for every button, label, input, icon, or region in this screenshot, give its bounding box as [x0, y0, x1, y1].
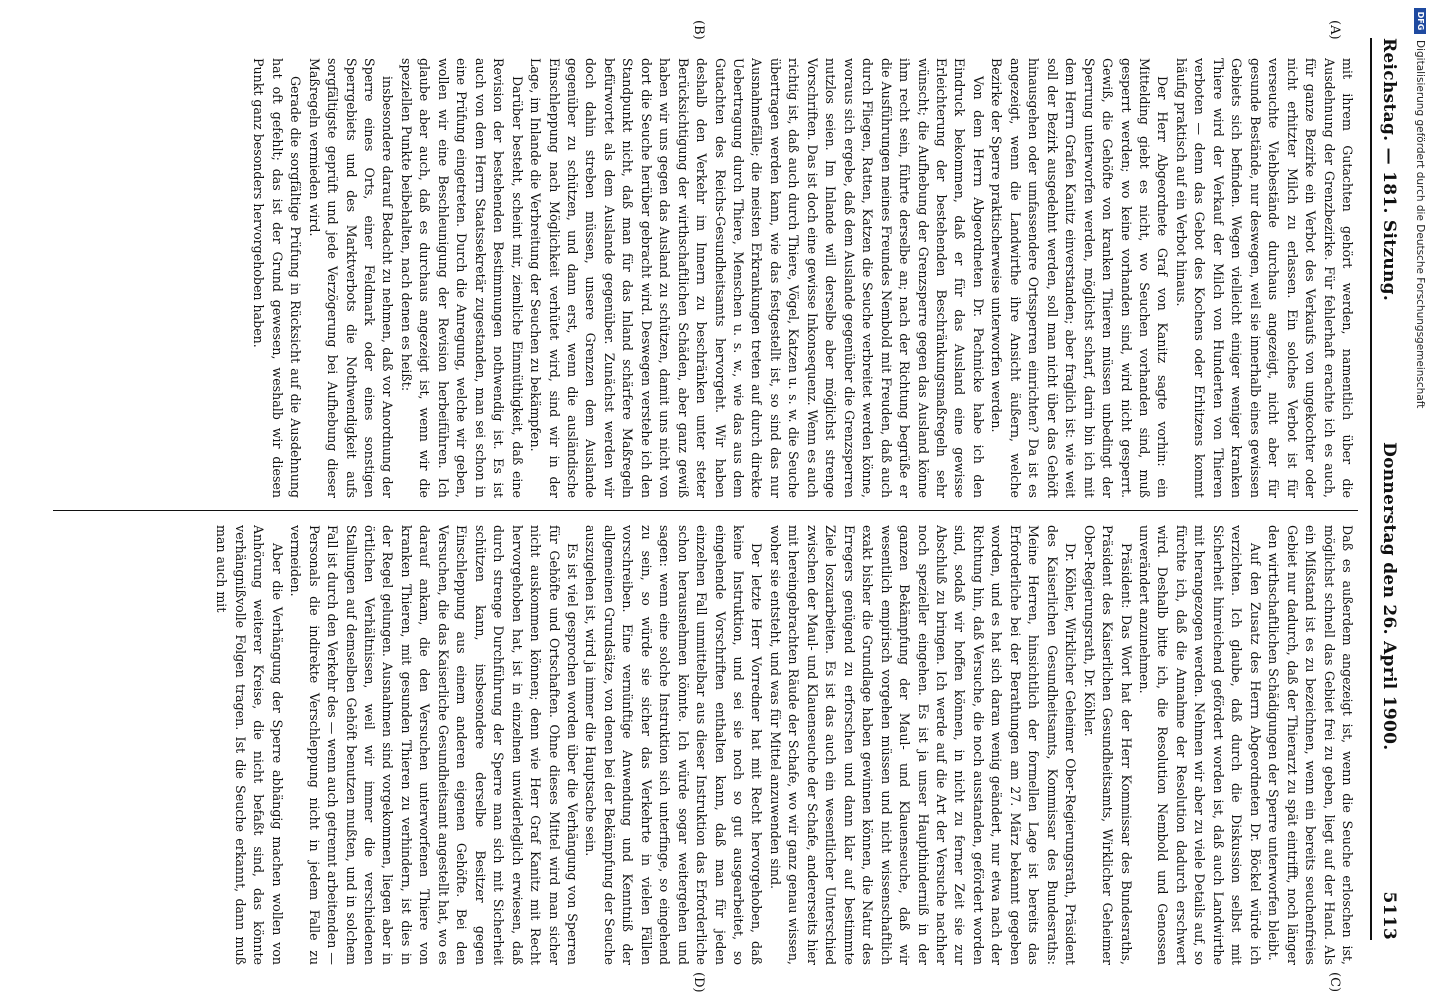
margin-marker-a: (A)	[1327, 20, 1342, 40]
paragraph: Auf den Zusatz des Herrn Abgeordneten Dr. Böckel würde ich verzichten. Ich glaube, daß durch die Diskussion selbst mit Sicherheit hinreichend gefördert worden ist, daß auch Landwirthe mit herangezogen werden. Nehmen wir aber zu viele Details auf, so fürchte ich, daß die Annahme der Resolution dadurch erschwert wird. Deshalb bitte ich, die Resolution Nembold und Genossen unverändert anzunehmen.	[1137, 525, 1263, 965]
paragraph: mit ihrem Gutachten gehört werden, namentlich über die Ausdehnung der Grenzbezirke. Für fehlerhaft erachte ich es auch, für ganze Bezirke ein Verbot des Verkaufs von ungekochter oder nicht erhitzter Milch zu erlassen. Ein solches Verbot ist für verseuchte Viehbestände durchaus angezeigt, nicht aber für gesunde Bestände, nur deswegen, weil sie innerhalb eines gewissen Gebiets sich befinden. Wegen vielleicht einiger weniger kranken Thiere wird der Verkauf der Milch von Hunderten von Thieren verboten — denn das Gebot des Kochens oder Erhitzens kommt häufig praktisch auf ein Verbot hinaus.	[1173, 58, 1355, 498]
margin-marker-c: (C)	[1327, 972, 1342, 993]
margin-marker-d: (D)	[691, 972, 706, 993]
digitization-note: Digitalisierung gefördert durch die Deutsche Forschungsgemeinschaft	[1414, 40, 1426, 409]
running-header	[1374, 38, 1404, 940]
quoted-paragraph: insbesondere darauf Bedacht zu nehmen, daß vor Anordnung der Sperre eines Orts, einer Feldmark oder eines sonstigen Sperrgebiets und des Marktverbots die Nothwendigkeit aufs sorgfältigste geprüft und jede Verzögerung bei Aufhebung dieser Maßregeln vermieden wird.	[306, 58, 396, 498]
paragraph: Von dem Herrn Abgeordneten Dr. Pachnicke habe ich den Eindruck bekommen, daß er für das Ausland eine gewisse Erleichterung der bestehenden Beschränkungsmaßregeln sehr wünscht; die Aufhebung der Grenzsperre gegen das Ausland könne ihm recht sein, führte derselbe an; nach der Richtung begrüße er die Ausführungen meines Freundes Nembold mit Freuden, daß auch durch Fliegen, Ratten, Katzen die Seuche verbreitet werden könne, woraus sich ergebe, daß dem Auslande gegenüber die Grenzsperren nutzlos seien. Im Inlande will derselbe aber möglichst strenge Vorschriften. Das ist doch eine gewisse Inkonsequenz. Wenn es auch richtig ist, daß auch durch Thiere, Vögel, Katzen u. s. w. die Seuche übertragen werden kann, wie das festgestellt ist, so sind das nur Ausnahmefälle; die meisten Erkrankungen treten auf durch direkte Uebertragung durch Thiere, Menschen u. s. w., wie das aus dem Gutachten des Reichs-Gesundheitsamts hervorgeht. Wir haben deshalb den Verkehr im Innern zu beschränken unter steter Berücksichtigung der wirthschaftlichen Schäden, aber ganz gewiß haben wir uns gegen das Ausland zu schützen, damit uns nicht von dort die Seuche herüber gebracht wird. Deswegen verstehe ich den Standpunkt nicht, daß man für das Inland schärfere Maßregeln befürwortet als dem Auslande gegenüber. Zunächst werden wir doch dahin streben müssen, unsere Grenzen dem Auslande gegenüber zu schützen, und dann erst, wenn die ausländische Einschleppung nach Möglichkeit verhütet wird, sind wir in der Lage, im Inlande die Verbreitung der Seuchen zu bekämpfen.	[528, 58, 986, 498]
paragraph: Daß es außerdem angezeigt ist, wenn die Seuche erloschen ist, möglichst schnell das Gebiet frei zu geben, liegt auf der Hand. Als ein Mißstand ist es zu bezeichnen, wenn ein bereits seuchenfreies Gebiet nur dadurch, daß der Thierarzt zu spät eintrifft, noch länger den wirthschaftlichen Schädigungen der Sperre unterworfen bleibt.	[1266, 525, 1355, 965]
right-column	[56, 525, 1356, 965]
dfg-logo: DFG	[1414, 8, 1426, 34]
paragraph: Es ist viel gesprochen worden über die Verhängung von Sperren für Gehöfte und Ortschaften. Ohne dieses Mittel wird man sicher nicht auskommen können; denn wie Herr Graf Kanitz mit Recht hervorgehoben hat, ist in einzelnen unwiderleglich erwiesen, daß durch strenge Durchführung der Sperre man sich mit Sicherheit schützen kann, insbesondere derselbe Besitzer gegen Einschleppung aus einem anderen eigenen Gehöfte. Bei den Versuchen, die das Kaiserliche Gesundheitsamt angestellt hat, wo es darauf ankam, die den Versuchen unterworfenen Thiere von kranken Thieren, mit gesunden Thieren zu verhindern, ist dies in der Regel gelungen. Ausnahmen sind vorgekommen, liegen aber in örtlichen Verhältnissen, weil wir immer die verschiedenen Stallungen auf demselben Gehöft benutzen mußten, und in solchem Fall ist durch den Verkehr des — wenn auch getrennt arbeitenden — Personals die indirekte Verschleppung nicht in jedem Falle zu vermeiden.	[288, 525, 580, 965]
page-number: 5113	[1379, 891, 1399, 940]
column-divider	[53, 510, 1358, 511]
speaker-paragraph: Dr. Köhler, Wirklicher Geheimer Ober-Regierungsrath, Präsident des Kaiserlichen Gesundheitsamts, Kommissar des Bundesraths: Meine Herren, hinsichtlich der formellen Lage ist bereits das Erforderliche bei der Berathungen am 27. März bekannt gegeben worden, und es hat sich daran wenig geändert, nur etwa nach der Richtung hin, daß Versuche, die noch ausstanden, gefördert worden sind, sodaß wir hoffen können, in nicht zu ferner Zeit sie zur Abschluß zu bringen. Ich werde auf die Art der Versuche nachher noch spezieller eingehen. Es ist ja unser Haupthinderniß in der ganzen Bekämpfung der Maul- und Klauenseuche, daß wir wesentlich empirisch vorgehen müssen und nicht wissenschaftlich exakt bisher die Grundlage haben gewinnen können, die Natur des Erregers genügend zu erforschen und dann klar auf bestimmte Ziele loszuarbeiten. Es ist das auch ein wesentlicher Unterschied zwischen der Maul- und Klauenseuche der Schafe, andererseits hier mit hereingebrachten Räude der Schafe, wo wir ganz genau wissen, woher sie entsteht, und was für Mittel anzuwenden sind.	[767, 525, 1079, 965]
left-column	[56, 58, 1356, 498]
paragraph: Aber die Verhängung der Sperre abhängig machen wollen von Anhörung weiterer Kreise, die nicht befaßt sind, das könnte verhängnißvolle Folgen tragen. Ist die Seuche erkannt, dann muß man auch mit	[214, 525, 285, 965]
paragraph: Gerade die sorgfältige Prüfung in Rücksicht auf die Ausdehnung hat oft gefehlt; das ist der Grund gewesen, weshalb wir diesen Punkt ganz besonders hervorgehoben haben.	[251, 58, 304, 498]
header-date: Donnerstag den 26. April 1900.	[1379, 442, 1399, 751]
paragraph: Darüber besteht, scheint mir, ziemliche Einmüthigkeit, daß eine Revision der bestehenden Bestimmungen nothwendig ist. Es ist auch von dem Herrn Staatssekretär zugestanden, man sei schon in eine Prüfung eingetreten. Durch die Anregung, welche wir geben, wollen wir eine Beschleunigung der Revision herbeiführen. Ich glaube aber auch, daß es durchaus angezeigt ist, wenn wir die speziellen Punkte beibehalten, nach denen es heißt:	[398, 58, 525, 498]
speaker-paragraph: Präsident: Das Wort hat der Herr Kommissar des Bundesraths, Präsident des Kaiserlichen Gesundheitsamts, Wirklicher Geheimer Ober-Regierungsrath, Dr. Köhler.	[1081, 525, 1134, 965]
paragraph: Der letzte Herr Vorredner hat mit Recht hervorgehoben, daß keine Instruktion, und sei sie noch so gut ausgearbeitet, so eingehende Vorschriften enthalten kann, daß man für jeden einzelnen Fall unmittelbar aus dieser Instruktion das Erforderliche schon herausnehmen könnte. Ich würde sogar weitergehen und sagen: wenn eine solche Instruktion sich unterfinge, so eingehend zu sein, so würde sie sicher das Verkehrte in vielen Fällen vorschreiben. Eine vernünftige Anwendung und Kenntniß der allgemeinen Grundsätze, von denen bei der Bekämpfung der Seuche auszugehen ist, wird ja immer die Hauptsache sein.	[583, 525, 765, 965]
header-left: Reichstag. — 181. Sitzung.	[1379, 38, 1399, 302]
paragraph: Der Herr Abgeordnete Graf von Kanitz sagte vorhin: ein Mittelding giebt es nicht, wo Seuchen vorhanden sind, muß gesperrt werden; wo keine vorhanden sind, wird nicht gesperrt. Gewiß, die Gehöfte von kranken Thieren müssen unbedingt der Sperrung unterworfen werden, möglichst scharf, darin bin ich mit dem Herrn Grafen Kanitz einverstanden; aber fraglich ist: wie weit soll der Bezirk ausgedehnt werden, soll man nicht über das Gehöft hinausgehen oder umfassendere Ortssperren einrichten? Da ist es angezeigt, wenn die Landwirthe ihre Ansicht äußern, welche Bezirke der Sperre praktischerweise unterworfen werden.	[989, 58, 1171, 498]
digitization-note-strip	[1408, 0, 1432, 1000]
header-rule	[1370, 38, 1372, 940]
margin-marker-b: (B)	[691, 20, 706, 40]
